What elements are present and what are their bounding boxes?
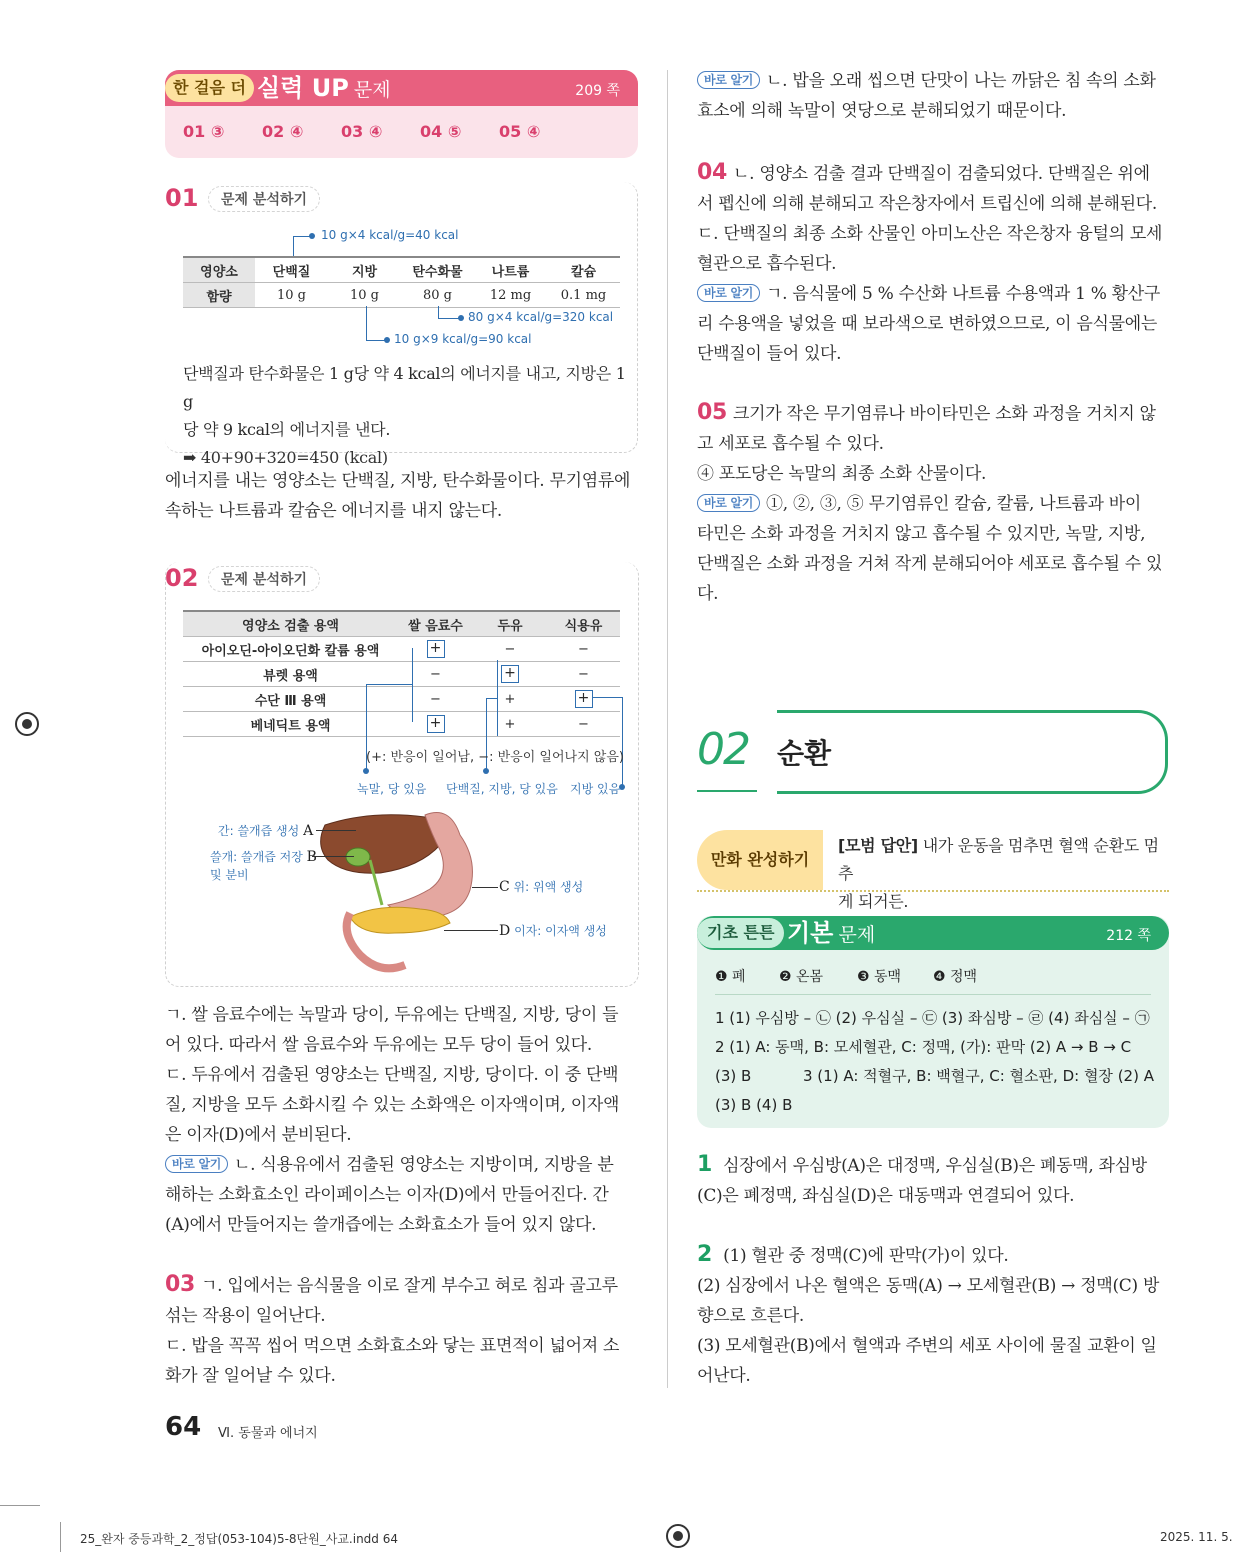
q05-tag: 바로 알기: [697, 494, 760, 512]
q02-analysis-label: 문제 분석하기: [208, 566, 320, 592]
organ-b-label-2: 및 분비: [210, 868, 249, 882]
answer-4: 04 ⑤: [420, 122, 462, 141]
q05-number: 05: [697, 400, 728, 425]
answer-5: 05 ④: [499, 122, 541, 141]
basic-title: 기본 문제: [787, 919, 876, 947]
header-tag: 한 걸음 더: [165, 74, 254, 102]
q01-table: 영양소 단백질 지방 탄수화물 나트륨 칼슘 함량 10 g 10 g 80 g 12 mg 0.1 mg: [183, 256, 620, 308]
q02-result-1: 녹말, 당 있음: [357, 782, 427, 796]
header-page-ref: 209 쪽: [575, 83, 620, 99]
page-number: 64: [165, 1412, 202, 1442]
solution-2: 2 (1) 혈관 중 정맥(C)에 판막(가)이 있다. (2) 심장에서 나온 혈액은 동맥(A) → 모세혈관(B) → 정맥(C) 방 향으로 흐른다. (3) 모세혈관(B)에서 혈액과 주변의 세포 사이에 물질 교환이 일 어난다.: [697, 1242, 1160, 1386]
q05: 05 크기가 작은 무기염류나 바이타민은 소화 과정을 거치지 않 고 세포로 흡수될 수 있다. ④ 포도당은 녹말의 최종 소화 산물이다. 바로 알기 ①, ②, ③, ⑤ 무기염류인 칼슘, 칼륨, 나트륨과 바이 타민은 소화 과정을 거치지 않고 흡수될 수 있지만, 녹말, 지방, 단백질은 소화 과정을 거쳐 작게 분해되어야 세포로 흡수될 수 있다.: [697, 400, 1163, 604]
q02-tag: 바로 알기: [165, 1155, 228, 1173]
section-number: 02: [697, 724, 749, 775]
q04: 04 ㄴ. 영양소 검출 결과 단백질이 검출되었다. 단백질은 위에 서 펩신에 의해 분해되고 작은창자에서 트립신에 의해 분해된다. ㄷ. 단백질의 최종 소화 산물인 아미노산은 작은창자 융털의 모세 혈관으로 흡수된다. 바로 알기 ㄱ. 음식물에 5 % 수산화 나트륨 수용액과 1 % 황산구 리 수용액을 넣었을 때 보라색으로 변하였으므로, 이 음식물에는 단백질이 들어 있다.: [697, 160, 1163, 364]
q03-continued: 바로 알기 ㄴ. 밥을 오래 씹으면 단맛이 나는 까닭은 침 속의 소화 효소에 의해 녹말이 엿당으로 분해되었기 때문이다.: [697, 71, 1156, 121]
q02-legend: (+: 반응이 일어남, −: 반응이 일어나지 않음): [366, 750, 624, 765]
answer-2: 02 ④: [262, 122, 304, 141]
q02-number: 02: [165, 564, 199, 592]
comic-label: 만화 완성하기: [697, 830, 823, 890]
print-file-info: 25_완자 중등과학_2_정답(053-104)5-8단원_사교.indd 64: [80, 1532, 398, 1546]
q03-tag: 바로 알기: [697, 71, 760, 89]
basic-page-ref: 212 쪽: [1106, 928, 1151, 944]
q02-result-3: 지방 있음: [570, 782, 621, 796]
q01-after: 에너지를 내는 영양소는 단백질, 지방, 탄수화물이다. 무기염류에 속하는 나트륨과 칼슘은 에너지를 내지 않는다.: [165, 471, 631, 521]
organ-d-label: D 이자: 이자액 생성: [499, 923, 607, 939]
registration-mark-bottom: [666, 1524, 690, 1548]
solution-2-number: 2: [697, 1242, 713, 1267]
q03: 03 ㄱ. 입에서는 음식물을 이로 잘게 부수고 혀로 침과 골고루 섞는 작용이 일어난다. ㄷ. 밥을 꼭꼭 씹어 먹으면 소화효소와 닿는 표면적이 넓어져 소 화가 잘 일어날 수 있다.: [165, 1272, 620, 1386]
basic-box: [697, 916, 1169, 1128]
section-title: 순환: [777, 737, 832, 770]
chapter-title: Ⅵ. 동물과 에너지: [218, 1426, 318, 1441]
digestive-organs-illustration: [300, 805, 500, 985]
organ-c-label: C 위: 위액 생성: [499, 879, 584, 895]
comic-answer: [모범 답안] 내가 운동을 멈추면 혈액 순환도 멈추 게 되거든.: [838, 836, 1159, 911]
q02-table: 영양소 검출 용액 쌀 음료수 두유 식용유 아이오딘-아이오딘화 칼륨 용액 + − − 뷰렛 용액 − + − 수단 Ⅲ 용액 − + + 베네딕트 용액 + + −: [183, 610, 620, 737]
q04-number: 04: [697, 160, 728, 185]
basic-tag: 기초 튼튼: [697, 918, 784, 948]
solution-1-number: 1: [697, 1152, 713, 1177]
header-title: 실력 UP 문제: [257, 74, 391, 102]
column-divider: [667, 70, 668, 1388]
answer-list: [183, 122, 578, 141]
q04-tag: 바로 알기: [697, 284, 760, 302]
q01-number: 01: [165, 184, 199, 212]
q03-number: 03: [165, 1272, 196, 1297]
q01-explanation: 단백질과 탄수화물은 1 g당 약 4 kcal의 에너지를 내고, 지방은 1 g 당 약 9 kcal의 에너지를 낸다. ➡ 40+90+320=450 (kcal): [183, 364, 626, 467]
print-date: 2025. 11. 5.: [1160, 1530, 1233, 1544]
organ-a-label: 간: 쓸개즙 생성 A: [218, 823, 314, 839]
basic-blanks: ❶ 폐 ❷ 온몸 ❸ 동맥 ❹ 정맥: [715, 969, 978, 985]
answer-3: 03 ④: [341, 122, 383, 141]
organ-b-label: 쓸개: 쓸개즙 저장 B: [210, 849, 317, 865]
answer-1: 01 ③: [183, 122, 225, 141]
solution-1: 1 심장에서 우심방(A)은 대정맥, 우심실(B)은 폐동맥, 좌심방 (C)은 폐정맥, 좌심실(D)은 대동맥과 연결되어 있다.: [697, 1152, 1147, 1206]
basic-answers: 1 (1) 우심방 – ㉡ (2) 우심실 – ㉢ (3) 좌심방 – ㉣ (4) 좌심실 – ㉠ 2 (1) A: 동맥, B: 모세혈관, C: 정맥, (가): 판막 (2) A → B → C (3) B 3 (1) A: 적혈구, B: 백혈구, C: 혈소판, D: 혈장 (2) A (3) B (4) B: [715, 1009, 1154, 1114]
registration-mark-left: [15, 712, 39, 736]
section-heading: [697, 710, 1169, 792]
q01-analysis-label: 문제 분석하기: [208, 186, 320, 212]
q02-result-2: 단백질, 지방, 당 있음: [446, 782, 558, 796]
skill-up-banner: [165, 70, 638, 158]
q02-explanation: ㄱ. 쌀 음료수에는 녹말과 당이, 두유에는 단백질, 지방, 당이 들 어 있다. 따라서 쌀 음료수와 두유에는 모두 당이 들어 있다. ㄷ. 두유에서 검출된 영양소는 단백질, 지방, 당이다. 이 중 단백 질, 지방을 모두 소화시킬 수 있는 소화액은 이자액이며, 이자액 은 이자(D)에서 분비된다. 바로 알기 ㄴ. 식용유에서 검출된 영양소는 지방이며, 지방을 분 해하는 소화효소인 라이페이스는 이자(D)에서 만들어진다. 간 (A)에서 만들어지는 쓸개즙에는 소화효소가 들어 있지 않다.: [165, 1005, 620, 1235]
